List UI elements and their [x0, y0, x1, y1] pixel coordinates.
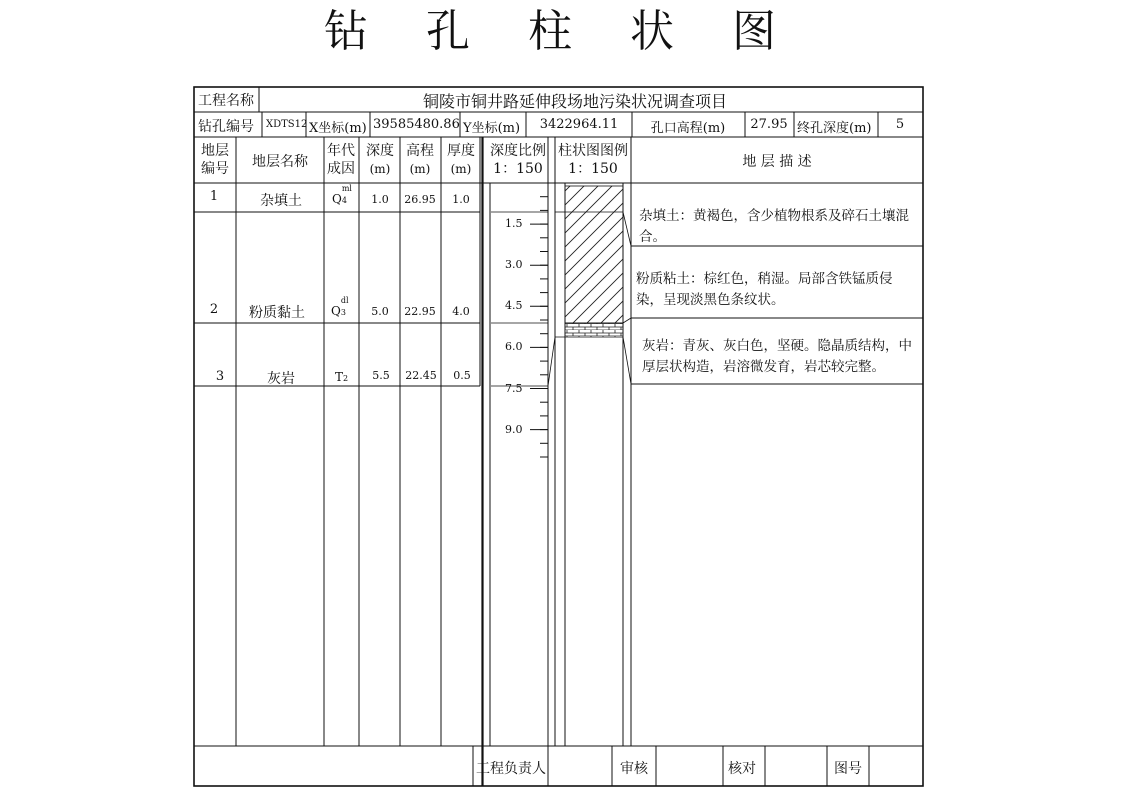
depth-scale-label: 1.5 [505, 217, 523, 231]
layer-2-thickness: 4.0 [452, 305, 470, 318]
collar-elevation-value: 27.95 [750, 117, 788, 132]
header-age-origin: 年代 成因 [327, 143, 355, 177]
header-depth: 深度 (m) [366, 143, 394, 176]
footer-check-label: 核对 [728, 761, 756, 777]
layer-2-description: 粉质粘土：棕红色，稍湿。局部含铁锰质侵染，呈现淡黑色条纹状。 [636, 271, 893, 308]
layer-1-name: 杂填土 [260, 193, 302, 209]
legend-fill-limestone [565, 323, 623, 337]
page-title: 钻 孔 柱 状 图 [324, 6, 798, 57]
final-depth-label: 终孔深度(m) [797, 121, 872, 136]
borehole-id-label: 钻孔编号 [198, 119, 254, 135]
layer-2-name: 粉质黏土 [249, 305, 305, 321]
layer-1-thickness: 1.0 [452, 193, 470, 206]
layer-3-no: 3 [215, 369, 225, 384]
x-coord-label: X坐标(m) [309, 121, 367, 136]
layer-2-elevation: 22.95 [404, 305, 436, 318]
layer-2-age: Q dl 3 [331, 296, 349, 318]
layer-3-depth: 5.5 [372, 369, 390, 382]
layer-3-age: T2 [335, 370, 349, 384]
project-name-value: 铜陵市铜井路延伸段场地污染状况调查项目 [422, 92, 728, 111]
header-layer-no: 地层 编号 [201, 143, 229, 177]
header-layer-description: 地 层 描 述 [742, 154, 812, 170]
layer-3-description: 灰岩：青灰、灰白色，坚硬。隐晶质结构，中厚层状构造，岩溶微发育，岩芯较完整。 [642, 338, 912, 375]
footer-review-label: 审核 [620, 761, 648, 777]
x-coord-value: 39585480.86 [373, 117, 460, 132]
layer-1-depth: 1.0 [371, 193, 389, 206]
layer-1-elevation: 26.95 [404, 193, 436, 206]
borehole-id-value: XDTS12 [266, 119, 308, 130]
layer-1-age: Q ml 4 [332, 184, 352, 206]
header-depth-scale: 深度比例 1：150 [490, 143, 546, 177]
layer-3-thickness: 0.5 [453, 369, 471, 382]
depth-scale-label: 3.0 [505, 258, 523, 272]
footer-manager-label: 工程负责人 [476, 761, 546, 777]
layer-3-elevation: 22.45 [405, 369, 437, 382]
header-column-legend: 柱状图图例 1：150 [558, 143, 628, 177]
legend-fill-silty-clay [565, 186, 623, 323]
collar-elevation-label: 孔口高程(m) [650, 121, 726, 136]
layer-1-description: 杂填土：黄褐色，含少植物根系及碎石土壤混合。 [639, 208, 909, 245]
project-name-label: 工程名称 [198, 93, 254, 109]
layer-3-name: 灰岩 [267, 371, 295, 387]
header-elevation: 高程 (m) [406, 143, 434, 176]
y-coord-value: 3422964.11 [539, 117, 619, 132]
y-coord-label: Y坐标(m) [463, 121, 521, 136]
depth-scale-label: 9.0 [505, 422, 523, 436]
header-thickness: 厚度 (m) [447, 143, 475, 176]
footer-drawing-no-label: 图号 [834, 761, 862, 777]
layer-2-no: 2 [209, 302, 219, 317]
depth-scale-label: 7.5 [505, 381, 523, 395]
header-layer-name: 地层名称 [252, 154, 308, 170]
depth-scale-label: 6.0 [505, 340, 523, 354]
layer-2-depth: 5.0 [371, 305, 389, 318]
depth-scale-label: 4.5 [505, 299, 523, 313]
layer-1-no: 1 [209, 189, 219, 204]
final-depth-value: 5 [895, 117, 905, 132]
